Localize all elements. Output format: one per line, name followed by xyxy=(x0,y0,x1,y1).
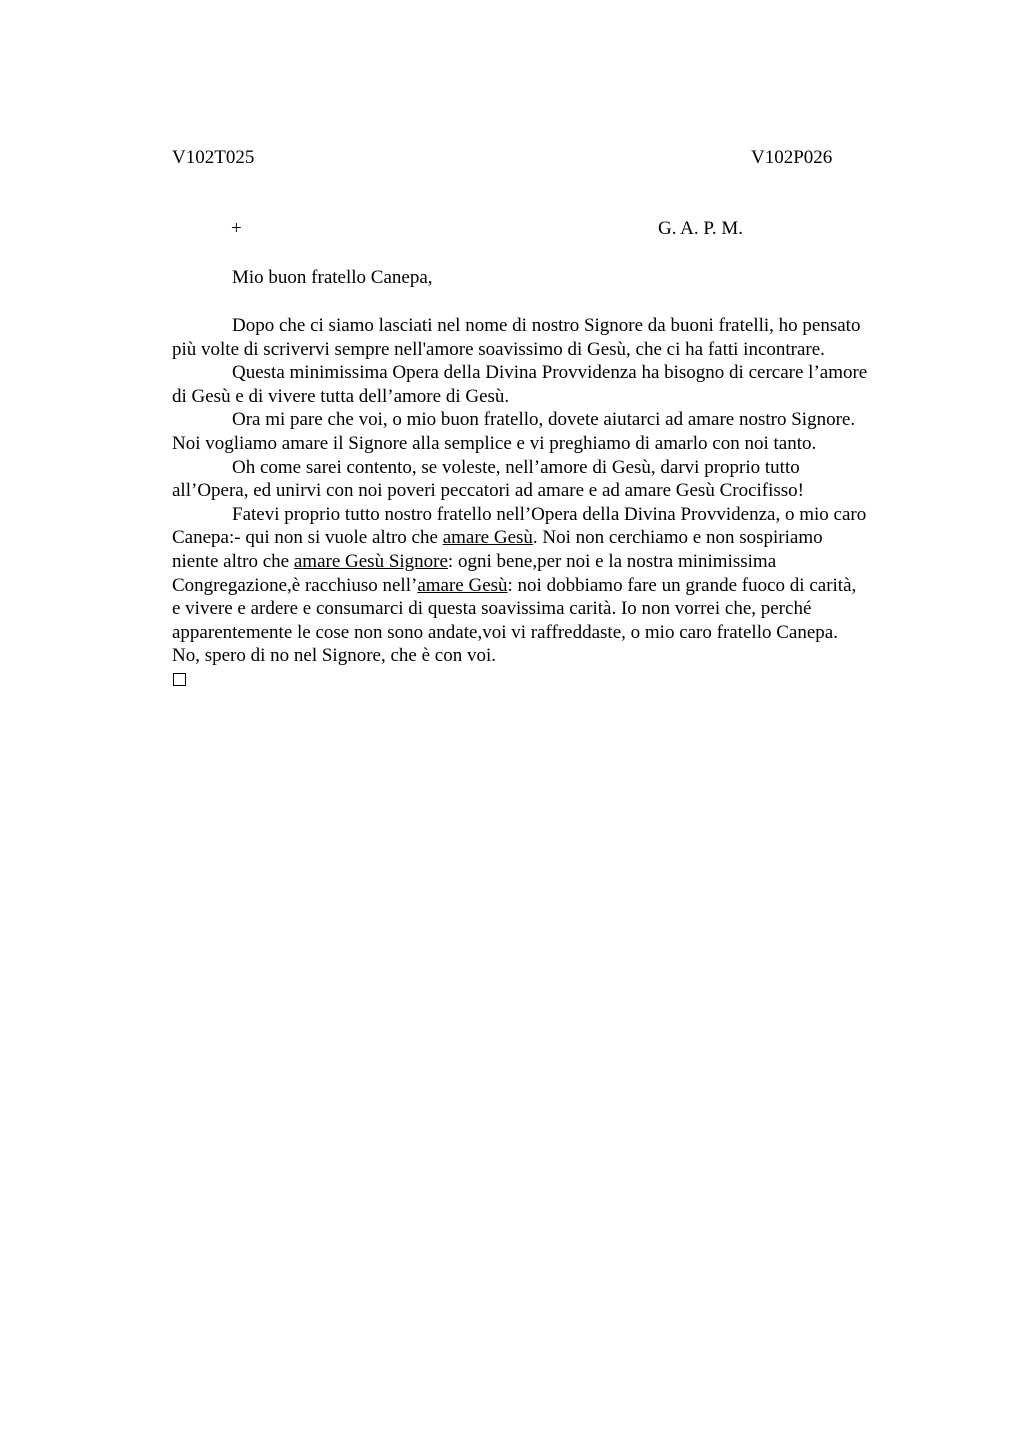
body-text-segment: Congregazione,è racchiuso nell’ xyxy=(172,574,418,596)
underlined-phrase: amare Gesù Signore xyxy=(293,550,448,572)
letter-body xyxy=(172,314,932,668)
body-line: di Gesù e di vivere tutta dell’amore di Gesù. xyxy=(172,385,510,407)
salutation: Mio buon fratello Canepa, xyxy=(232,267,433,288)
underlined-phrase: amare Gesù xyxy=(442,527,533,549)
body-line: Fatevi proprio tutto nostro fratello nell’Opera della Divina Provvidenza, o mio caro xyxy=(232,503,867,525)
body-line: Questa minimissima Opera della Divina Provvidenza ha bisogno di cercare l’amore xyxy=(232,362,868,384)
body-line: più volte di scrivervi sempre nell'amore soavissimo di Gesù, che ci ha fatti incontrare. xyxy=(172,338,825,360)
body-line: e vivere e ardere e consumarci di questa soavissima carità. Io non vorrei che, perché xyxy=(172,598,812,620)
body-line: Dopo che ci siamo lasciati nel nome di nostro Signore da buoni fratelli, ho pensato xyxy=(232,315,861,336)
body-text-segment: . Noi non cerchiamo e non sospiriamo xyxy=(532,527,823,549)
cross-symbol: + xyxy=(231,218,242,239)
end-box-glyph xyxy=(173,673,186,686)
body-line: Noi vogliamo amare il Signore alla semplice e vi preghiamo di amarlo con noi tanto. xyxy=(172,432,817,454)
underlined-phrase: amare Gesù xyxy=(417,574,508,596)
body-line: No, spero di no nel Signore, che è con voi. xyxy=(172,645,496,667)
body-text-segment: Canepa:- qui non si vuole altro che xyxy=(172,527,443,549)
body-line xyxy=(172,550,932,574)
header-left-code: V102T025 xyxy=(172,147,255,168)
body-text-segment: niente altro che xyxy=(172,550,294,572)
body-line: Ora mi pare che voi, o mio buon fratello, dovete aiutarci ad amare nostro Signore. xyxy=(232,409,856,431)
body-line: Oh come sarei contento, se voleste, nell’amore di Gesù, darvi proprio tutto xyxy=(232,456,800,478)
body-line: all’Opera, ed unirvi con noi poveri peccatori ad amare e ad amare Gesù Crocifisso! xyxy=(172,480,805,502)
body-line xyxy=(172,574,932,598)
body-text-segment: : ogni bene,per noi e la nostra minimissima xyxy=(447,550,777,572)
initials: G. A. P. M. xyxy=(658,218,743,239)
header-right-code: V102P026 xyxy=(751,147,833,168)
body-line: apparentemente le cose non sono andate,voi vi raffreddaste, o mio caro fratello Canepa. xyxy=(172,621,838,643)
body-line xyxy=(172,526,932,550)
body-text-segment: : noi dobbiamo fare un grande fuoco di carità, xyxy=(507,574,857,596)
